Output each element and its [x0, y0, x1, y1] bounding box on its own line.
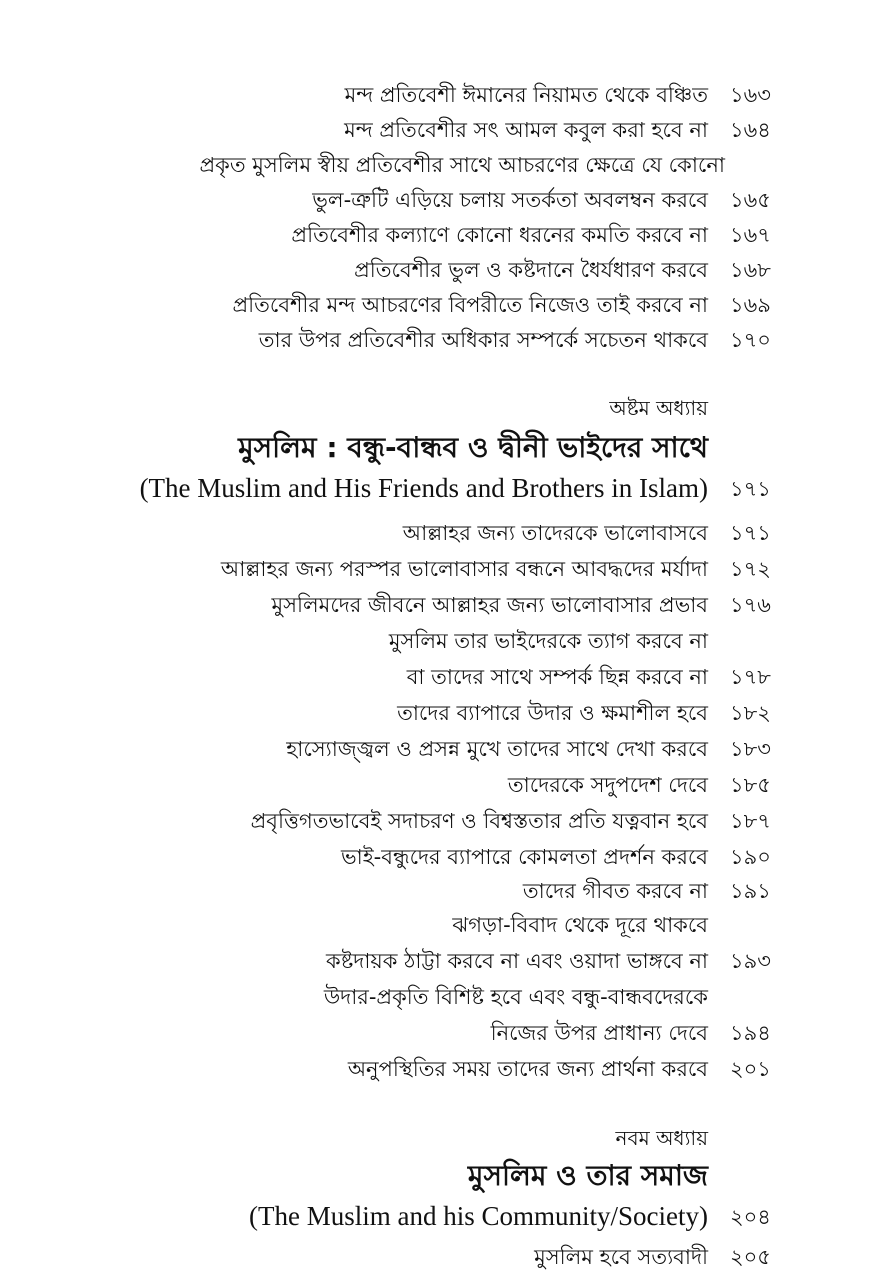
toc-entry	[0, 181, 870, 215]
toc-entry-text: ভুল-ত্রুটি এড়িয়ে চলায় সতর্কতা অবলম্বন করবে	[312, 188, 708, 212]
toc-entry-page: ১৯৪	[730, 1021, 771, 1045]
toc-entry-text: প্রবৃত্তিগতভাবেই সদাচরণ ও বিশ্বস্ততার প্রতি যত্নবান হবে	[250, 809, 708, 833]
toc-entry	[0, 730, 870, 764]
toc-entry-page: ১৭৮	[730, 665, 771, 689]
toc-entry-text: প্রতিবেশীর কল্যাণে কোনো ধরনের কমতি করবে না	[291, 223, 708, 247]
chapter-label-text: অষ্টম অধ্যায়	[609, 396, 708, 420]
toc-entry	[0, 1050, 870, 1084]
toc-entry-page: ১৬৮	[730, 258, 771, 282]
toc-entry-text: কষ্টদায়ক ঠাট্টা করবে না এবং ওয়াদা ভাঙ্গবে না	[326, 949, 708, 973]
toc-entry-page: ১৭১	[730, 521, 771, 545]
toc-entry	[0, 1014, 870, 1048]
toc-entry-text: তাদের ব্যাপারে উদার ও ক্ষমাশীল হবে	[397, 701, 708, 725]
toc-entry	[0, 286, 870, 320]
toc-entry-page: ১৮৫	[730, 773, 771, 797]
chapter-subtitle-page: ১৭১	[730, 477, 771, 501]
chapter-title	[0, 1152, 870, 1194]
toc-entry-text: তার উপর প্রতিবেশীর অধিকার সম্পর্কে সচেতন থাকবে	[258, 328, 708, 352]
chapter-label	[0, 388, 870, 422]
chapter-label	[0, 1118, 870, 1152]
toc-entry-text: মন্দ প্রতিবেশীর সৎ আমল কবুল করা হবে না	[344, 118, 708, 142]
chapter-label-text: নবম অধ্যায়	[615, 1126, 708, 1150]
toc-entry	[0, 906, 870, 940]
toc-entry-page: ১৬৩	[730, 83, 771, 107]
toc-entry-page: ১৯১	[730, 879, 771, 903]
toc-entry	[0, 550, 870, 584]
toc-entry-page: ১৯৩	[730, 949, 771, 973]
toc-entry	[0, 766, 870, 800]
chapter-subtitle-text: (The Muslim and His Friends and Brothers in Islam)	[139, 473, 708, 503]
toc-entry	[0, 622, 870, 656]
chapter-subtitle	[0, 466, 870, 506]
toc-entry-text: হাস্যোজ্জ্বল ও প্রসন্ন মুখে তাদের সাথে দেখা করবে	[286, 737, 708, 761]
chapter-title-text: মুসলিম ও তার সমাজ	[467, 1159, 708, 1192]
toc-entry-page: ১৬৪	[730, 118, 771, 142]
toc-entry-page: ১৮২	[730, 701, 771, 725]
toc-entry-text: ঝগড়া-বিবাদ থেকে দূরে থাকবে	[452, 913, 708, 937]
toc-entry-text: অনুপস্থিতির সময় তাদের জন্য প্রার্থনা করবে	[347, 1057, 708, 1081]
toc-entry-text: নিজের উপর প্রাধান্য দেবে	[490, 1021, 708, 1045]
toc-entry-page: ১৬৫	[730, 188, 771, 212]
toc-entry-text: মুসলিমদের জীবনে আল্লাহর জন্য ভালোবাসার প্রভাব	[271, 593, 708, 617]
toc-entry-page: ১৮৩	[730, 737, 771, 761]
toc-entry-page: ১৮৭	[730, 809, 771, 833]
toc-entry	[0, 872, 870, 906]
toc-entry	[0, 694, 870, 728]
toc-entry	[0, 514, 870, 548]
toc-entry-page: ২০৫	[730, 1245, 771, 1269]
chapter-subtitle-text: (The Muslim and his Community/Society)	[249, 1201, 708, 1231]
toc-entry	[0, 321, 870, 355]
toc-entry-page: ১৬৯	[730, 293, 771, 317]
toc-entry-text: প্রতিবেশীর ভুল ও কষ্টদানে ধৈর্যধারণ করবে	[354, 258, 708, 282]
toc-entry-text: মুসলিম তার ভাইদেরকে ত্যাগ করবে না	[388, 629, 708, 653]
toc-entry-text: তাদেরকে সদুপদেশ দেবে	[507, 773, 708, 797]
toc-entry-text: মন্দ প্রতিবেশী ঈমানের নিয়ামত থেকে বঞ্চিত	[344, 83, 708, 107]
chapter-subtitle	[0, 1194, 870, 1234]
toc-entry-text: আল্লাহর জন্য তাদেরকে ভালোবাসবে	[402, 521, 708, 545]
toc-entry	[0, 76, 870, 110]
toc-entry	[0, 111, 870, 145]
toc-entry-page: ২০১	[730, 1057, 771, 1081]
toc-entry	[0, 978, 870, 1012]
toc-entry	[0, 802, 870, 836]
toc-entry-text: প্রকৃত মুসলিম স্বীয় প্রতিবেশীর সাথে আচরণের ক্ষেত্রে যে কোনো	[199, 153, 725, 177]
toc-entry-page: ১৭৬	[730, 593, 771, 617]
toc-entry	[0, 251, 870, 285]
toc-entry-text: বা তাদের সাথে সম্পর্ক ছিন্ন করবে না	[406, 665, 708, 689]
toc-entry-text: তাদের গীবত করবে না	[522, 879, 708, 903]
toc-entry-text: উদার-প্রকৃতি বিশিষ্ট হবে এবং বন্ধু-বান্ধবদেরকে	[323, 985, 708, 1009]
toc-entry	[0, 942, 870, 976]
toc-entry	[0, 658, 870, 692]
toc-entry-text: প্রতিবেশীর মন্দ আচরণের বিপরীতে নিজেও তাই করবে না	[232, 293, 708, 317]
toc-entry-page: ১৬৭	[730, 223, 771, 247]
toc-entry-page: ১৯০	[730, 845, 771, 869]
chapter-title-text: মুসলিম : বন্ধু-বান্ধব ও দ্বীনী ভাইদের সাথে	[238, 431, 708, 464]
toc-entry	[0, 838, 870, 872]
toc-entry-text: মুসলিম হবে সত্যবাদী	[534, 1245, 708, 1269]
chapter-title	[0, 424, 870, 466]
toc-entry-page: ১৭২	[730, 557, 771, 581]
toc-entry	[0, 146, 870, 180]
chapter-subtitle-page: ২০৪	[730, 1205, 771, 1229]
toc-entry	[0, 216, 870, 250]
toc-entry-text: ভাই-বন্ধুদের ব্যাপারে কোমলতা প্রদর্শন করবে	[341, 845, 708, 869]
toc-entry-text: আল্লাহর জন্য পরস্পর ভালোবাসার বন্ধনে আবদ্ধদের মর্যাদা	[220, 557, 708, 581]
toc-entry	[0, 586, 870, 620]
toc-entry-page: ১৭০	[730, 328, 771, 352]
toc-entry	[0, 1238, 870, 1272]
